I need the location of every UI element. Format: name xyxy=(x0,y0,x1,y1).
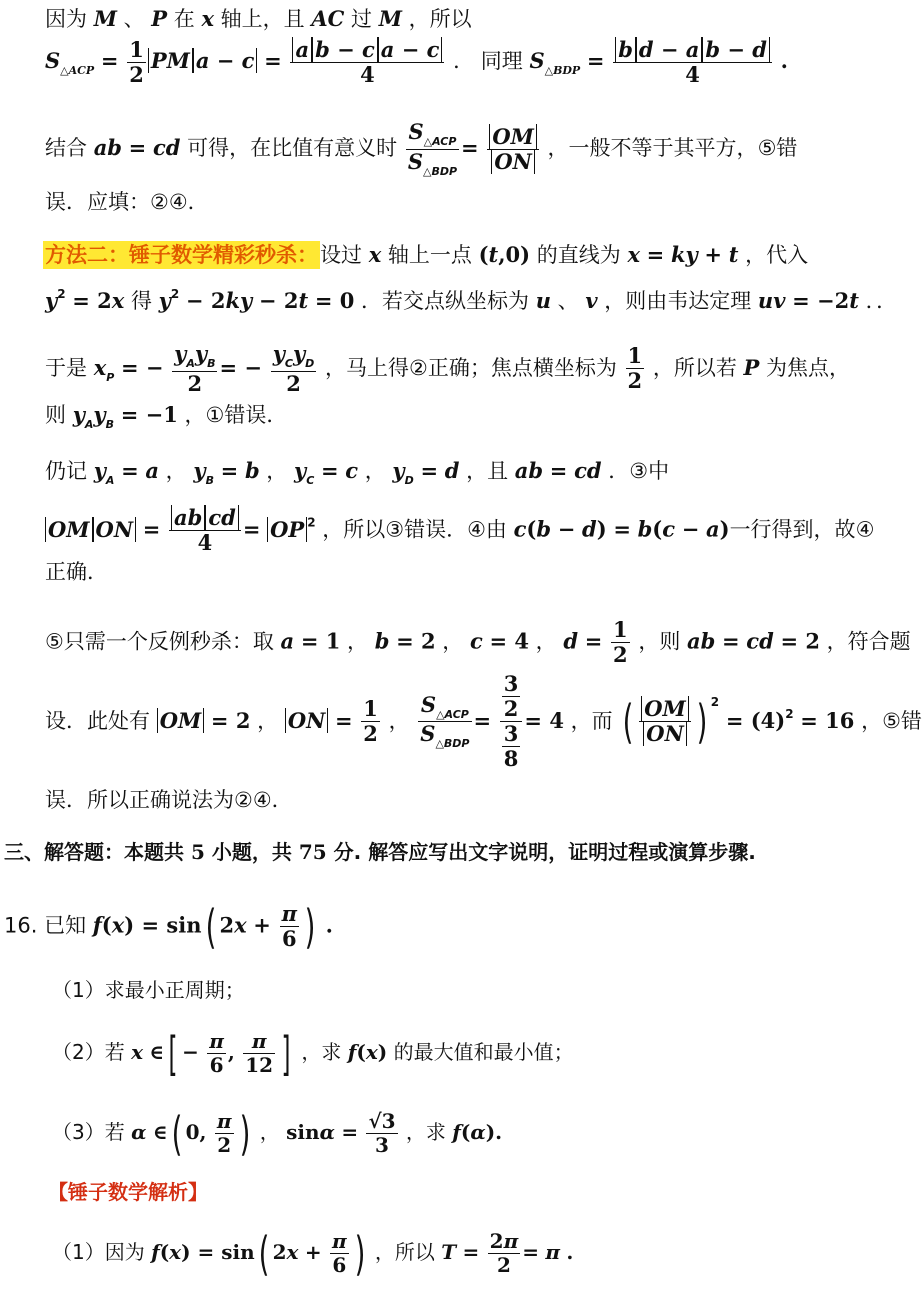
text-line-2: $S_{\triangle ACP}$ = $\frac{1}{2}$ PM a − c = $\frac{\text{a b − c a − c}}{4}$ ． 同理 $S_{\triangle BDP}$ = $\frac{\text{b d − a b − d}}{4}$ . xyxy=(45,37,788,88)
analysis-heading xyxy=(48,1182,208,1202)
text-line-1: 因为 M 、 P 在 x 轴上，且 AC 过 M ，所以 xyxy=(45,6,472,31)
subquestion-3: （3）若 α ∈( 0, $\frac{\pi}{2}$ ) ， sinα = $\frac{√3}{3}$ ，求 f(α). xyxy=(52,1106,503,1161)
text-line-3: 结合 ab = cd 可得，在比值有意义时 $\frac{S_{\triangle ACP}}{S_{\triangle BDP}}$ = $\frac{OM}{ON}$ ，一般不等于其平方，⑤错 xyxy=(45,119,798,178)
text-line-4: 误．应填：②④． xyxy=(45,190,209,214)
text-line-11: 正确． xyxy=(45,560,108,584)
text-line-10: OM ON = $\frac{\text{ab cd}}{4}$ = OP $^2$ ，所以③错误．④由 c(b − d) = b(c − a)一行得到，故④ xyxy=(45,506,874,555)
text-line-5: 方法二：锤子数学精彩秒杀：设过 x 轴上一点 (t,0) 的直线为 x = ky + t ，代入 xyxy=(45,242,809,267)
text-line-12: ⑤只需一个反例秒杀：取 a = 1 ， b = 2 ， c = 4 ， d = $\frac{1}{2}$ ，则 ab = cd = 2 ，符合题 xyxy=(45,617,911,668)
section-header: 三、解答题：本题共 5 小题，共 75 分. 解答应写出文字说明，证明过程或演算步骤. xyxy=(4,840,756,864)
text-line-9: 仍记 $y_A = a$ ， $y_B = b$ ， $y_C = c$ ， $y_D = d$ ，且 ab = cd ．③中 xyxy=(45,458,670,487)
text-line-7: 于是 $x_P$ = − $\frac{y_Ay_B}{2}$ = − $\frac{y_Cy_D}{2}$ ，马上得②正确；焦点横坐标为 $\frac{1}{2}$ ，所以若 P 为焦点， xyxy=(45,341,850,396)
text-line-8: 则 $y_Ay_B = -1$ ，①错误． xyxy=(45,402,288,431)
text-line-13: 设．此处有 OM = 2 ， ON = $\frac{1}{2}$ ， $\frac{S_{\triangle ACP}}{S_{\triangle BDP}}$ = $\frac{\frac{3}{2}}{\frac{3}{8}}$ = 4 ，而 ( $\frac{OM}{ON}$ ) $^2 = (4)^2 = 16$ ，⑤错 xyxy=(45,671,922,772)
subquestion-1: （1）求最小正周期； xyxy=(52,978,245,1002)
text-line-6: $y^2 = 2x$ 得 $y^2 - 2ky - 2t = 0$ ．若交点纵坐标为 u 、 v ，则由韦达定理 uv = −2t ．． xyxy=(45,287,898,313)
text-line-14: 误．所以正确说法为②④． xyxy=(45,788,293,812)
method-two-highlight: 方法二：锤子数学精彩秒杀： xyxy=(45,243,318,267)
problem-16: 16. 已知 f(x) = sin( 2x + $\frac{\pi}{6}$ ) . xyxy=(4,899,333,954)
subquestion-2: （2）若 x ∈[ − $\frac{\pi}{6}$ , $\frac{\pi}{12}$ ] ，求 f(x) 的最大值和最小值； xyxy=(52,1026,574,1081)
line-text: 【锤子数学解析】 xyxy=(48,1180,208,1204)
solution-part-1: （1）因为 f(x) = sin( 2x + $\frac{\pi}{6}$ ) ，所以 T = $\frac{2\pi}{2}$ = π . xyxy=(52,1226,574,1281)
